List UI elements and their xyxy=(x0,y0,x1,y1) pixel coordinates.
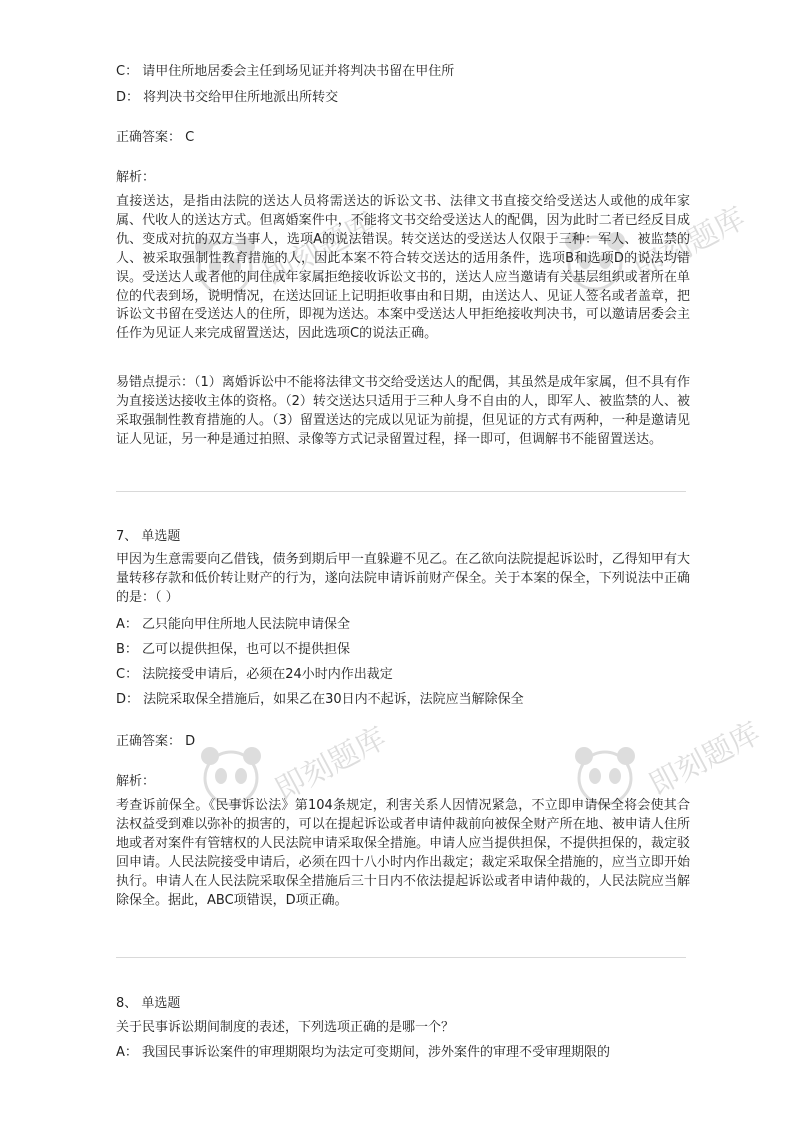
q7-option-c: C： 法院接受申请后，必须在24小时内作出裁定 xyxy=(116,667,393,682)
q6-analysis-text: 直接送达，是指由法院的送达人员将需送达的诉讼文书、法律文书直接交给受送达人或他的成年家属、代收人的送达方式。但离婚案件中，不能将文书交给受送达人的配偶，因为此时二者已经反目成仇、变成对抗的双方当事人，选项A的说法错误。转交送达的受送达人仅限于三种：军人、被监禁的人、被采取强制性教育措施的人，因此本案不符合转交送达的适用条件，选项B和选项D的说法均错误。受送达人或者他的同住成年家属拒绝接收诉讼文书的，送达人应当邀请有关基层组织或者所在单位的代表到场，说明情况，在送达回证上记明拒收事由和日期，由送达人、见证人签名或者盖章，把诉讼文书留在受送达人的住所，即视为送达。本案中受送达人甲拒绝接收判决书，可以邀请居委会主任作为见证人来完成留置送达，因此选项C的说法正确。 xyxy=(116,194,690,342)
q6-option-d: D： 将判决书交给甲住所地派出所转交 xyxy=(116,90,339,105)
q8-header: 8、 单选题 xyxy=(116,996,181,1011)
q8-option-a: A： 我国民事诉讼案件的审理期限均为法定可变期间，涉外案件的审理不受审理期限的 xyxy=(116,1045,611,1060)
watermark-text: 即刻题库 xyxy=(628,200,752,288)
q7-answer: 正确答案： D xyxy=(116,734,196,749)
q6-analysis-label: 解析： xyxy=(116,170,156,185)
watermark-text: 即刻题库 xyxy=(258,205,382,293)
q7-option-d: D： 法院采取保全措施后，如果乙在30日内不起诉，法院应当解除保全 xyxy=(116,692,524,707)
question-divider xyxy=(116,491,686,492)
q7-analysis-text: 考查诉前保全。《民事诉讼法》第104条规定，利害关系人因情况紧急，不立即申请保全将会使其合法权益受到难以弥补的损害的，可以在提起诉讼或者申请仲裁前向被保全财产所在地、被申请人住所地或者对案件有管辖权的人民法院申请采取保全措施。申请人应当提供担保，不提供担保的，裁定驳回申请。人民法院接受申请后，必须在四十八小时内作出裁定；裁定采取保全措施的，应当立即开始执行。申请人在人民法院采取保全措施后三十日内不依法提起诉讼或者申请仲裁的，人民法院应当解除保全。据此，ABC项错误，D项正确。 xyxy=(116,798,690,908)
question-divider xyxy=(116,957,686,958)
watermark-text: 即刻题库 xyxy=(269,720,393,808)
q8-stem: 关于民事诉讼期间制度的表述，下列选项正确的是哪一个？ xyxy=(116,1020,455,1035)
q7-header: 7、 单选题 xyxy=(116,529,181,544)
q6-error-tips: 易错点提示：（1）离婚诉讼中不能将法律文书交给受送达人的配偶，其虽然是成年家属，但不具有作为直接送达接收主体的资格。（2）转交送达只适用于三种人身不自由的人，即军人、被监禁的人、被采取强制性教育措施的人。（3）留置送达的完成以见证为前提，但见证的方式有两种，一种是邀请见证人见证，另一种是通过拍照、录像等方式记录留置过程，择一即可，但调解书不能留置送达。 xyxy=(116,375,690,447)
q7-option-a: A： 乙只能向甲住所地人民法院申请保全 xyxy=(116,617,351,632)
watermark-text: 即刻题库 xyxy=(643,715,767,803)
q7-stem: 甲因为生意需要向乙借钱，债务到期后甲一直躲避不见乙。在乙欲向法院提起诉讼时，乙得知甲有大量转移存款和低价转让财产的行为，遂向法院申请诉前财产保全。关于本案的保全，下列说法中正确的是：（ ） xyxy=(116,552,690,605)
q6-answer: 正确答案： C xyxy=(116,130,195,145)
q6-option-c: C： 请甲住所地居委会主任到场见证并将判决书留在甲住所 xyxy=(116,64,455,79)
q7-analysis-label: 解析： xyxy=(116,774,156,789)
q7-option-b: B： 乙可以提供担保，也可以不提供担保 xyxy=(116,642,351,657)
